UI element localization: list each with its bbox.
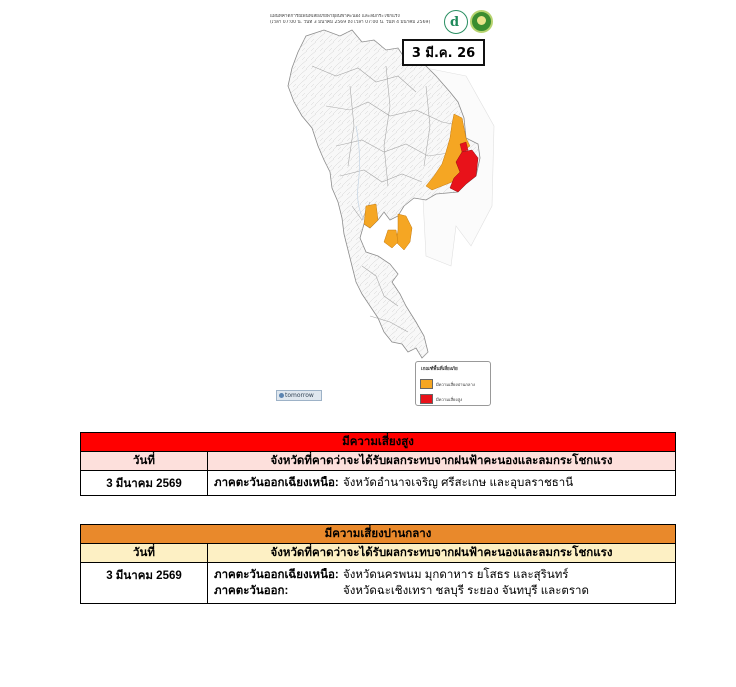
legend-item-medium [420,379,475,389]
table-row [81,471,676,496]
medium-risk-table [80,524,676,604]
agency-logo-icon: d [444,10,468,34]
region-label: ภาคตะวันออก: [214,585,289,597]
legend-item-high [420,394,462,404]
medium-risk-east-2 [396,214,412,250]
legend-title: เกณฑ์พื้นที่เสี่ยงภัย [421,367,458,372]
medium-risk-col-provinces: จังหวัดที่คาดว่าจะได้รับผลกระทบจากฝนฟ้าคะนองและลมกระโชกแรง [208,544,676,563]
region-label: ภาคตะวันออกเฉียงเหนือ: [214,477,339,489]
medium-risk-title: มีความเสี่ยงปานกลาง [81,525,676,544]
high-risk-col-date: วันที่ [81,452,208,471]
map-legend [415,361,491,406]
risk-map [266,6,498,408]
high-risk-col-provinces: จังหวัดที่คาดว่าจะได้รับผลกระทบจากฝนฟ้าคะนองและลมกระโชกแรง [208,452,676,471]
region-line [214,583,669,599]
region-label: ภาคตะวันออกเฉียงเหนือ: [214,569,339,581]
medium-risk-col-date: วันที่ [81,544,208,563]
legend-label-high: มีความเสี่ยงสูง [436,396,463,402]
map-brand-logo [276,390,322,401]
province-list: จังหวัดอำนาจเจริญ ศรีสะเกษ และอุบลราชธานี [343,477,574,489]
legend-swatch-medium [420,379,433,389]
map-date-label: 3 มี.ค. 26 [402,39,485,66]
department-seal-icon [470,10,493,33]
high-risk-row-date: 3 มีนาคม 2569 [81,471,208,496]
medium-risk-east-3 [384,230,398,248]
map-header-line1: แผนที่คาดการณ์พื้นที่เสี่ยงภัยพายุฝนฟ้าคะนอง และลมกระโชกแรง [270,14,400,19]
legend-label-medium: มีความเสี่ยงปานกลาง [436,381,475,387]
region-line [214,475,669,491]
map-header-line2: (เวลา 07:00 น. วันที่ 3 มีนาคม 2569 ถึง เวลา 07:00 น. วันที่ 4 มีนาคม 2569) [270,20,431,25]
high-risk-title: มีความเสี่ยงสูง [81,433,676,452]
province-list: จังหวัดฉะเชิงเทรา ชลบุรี ระยอง จันทบุรี และตราด [343,585,589,597]
thailand-map-svg [266,6,498,408]
table-row [81,563,676,604]
medium-risk-row-date: 3 มีนาคม 2569 [81,563,208,604]
map-header [270,14,440,26]
map-brand-text: tomorrow [285,392,314,399]
high-risk-table [80,432,676,496]
medium-risk-row-provinces [208,563,676,604]
medium-risk-east-1 [364,204,378,228]
province-list: จังหวัดนครพนม มุกดาหาร ยโสธร และสุรินทร์ [343,569,569,581]
region-line [214,567,669,583]
high-risk-row-provinces [208,471,676,496]
brand-dot-icon [279,393,284,398]
legend-swatch-high [420,394,433,404]
